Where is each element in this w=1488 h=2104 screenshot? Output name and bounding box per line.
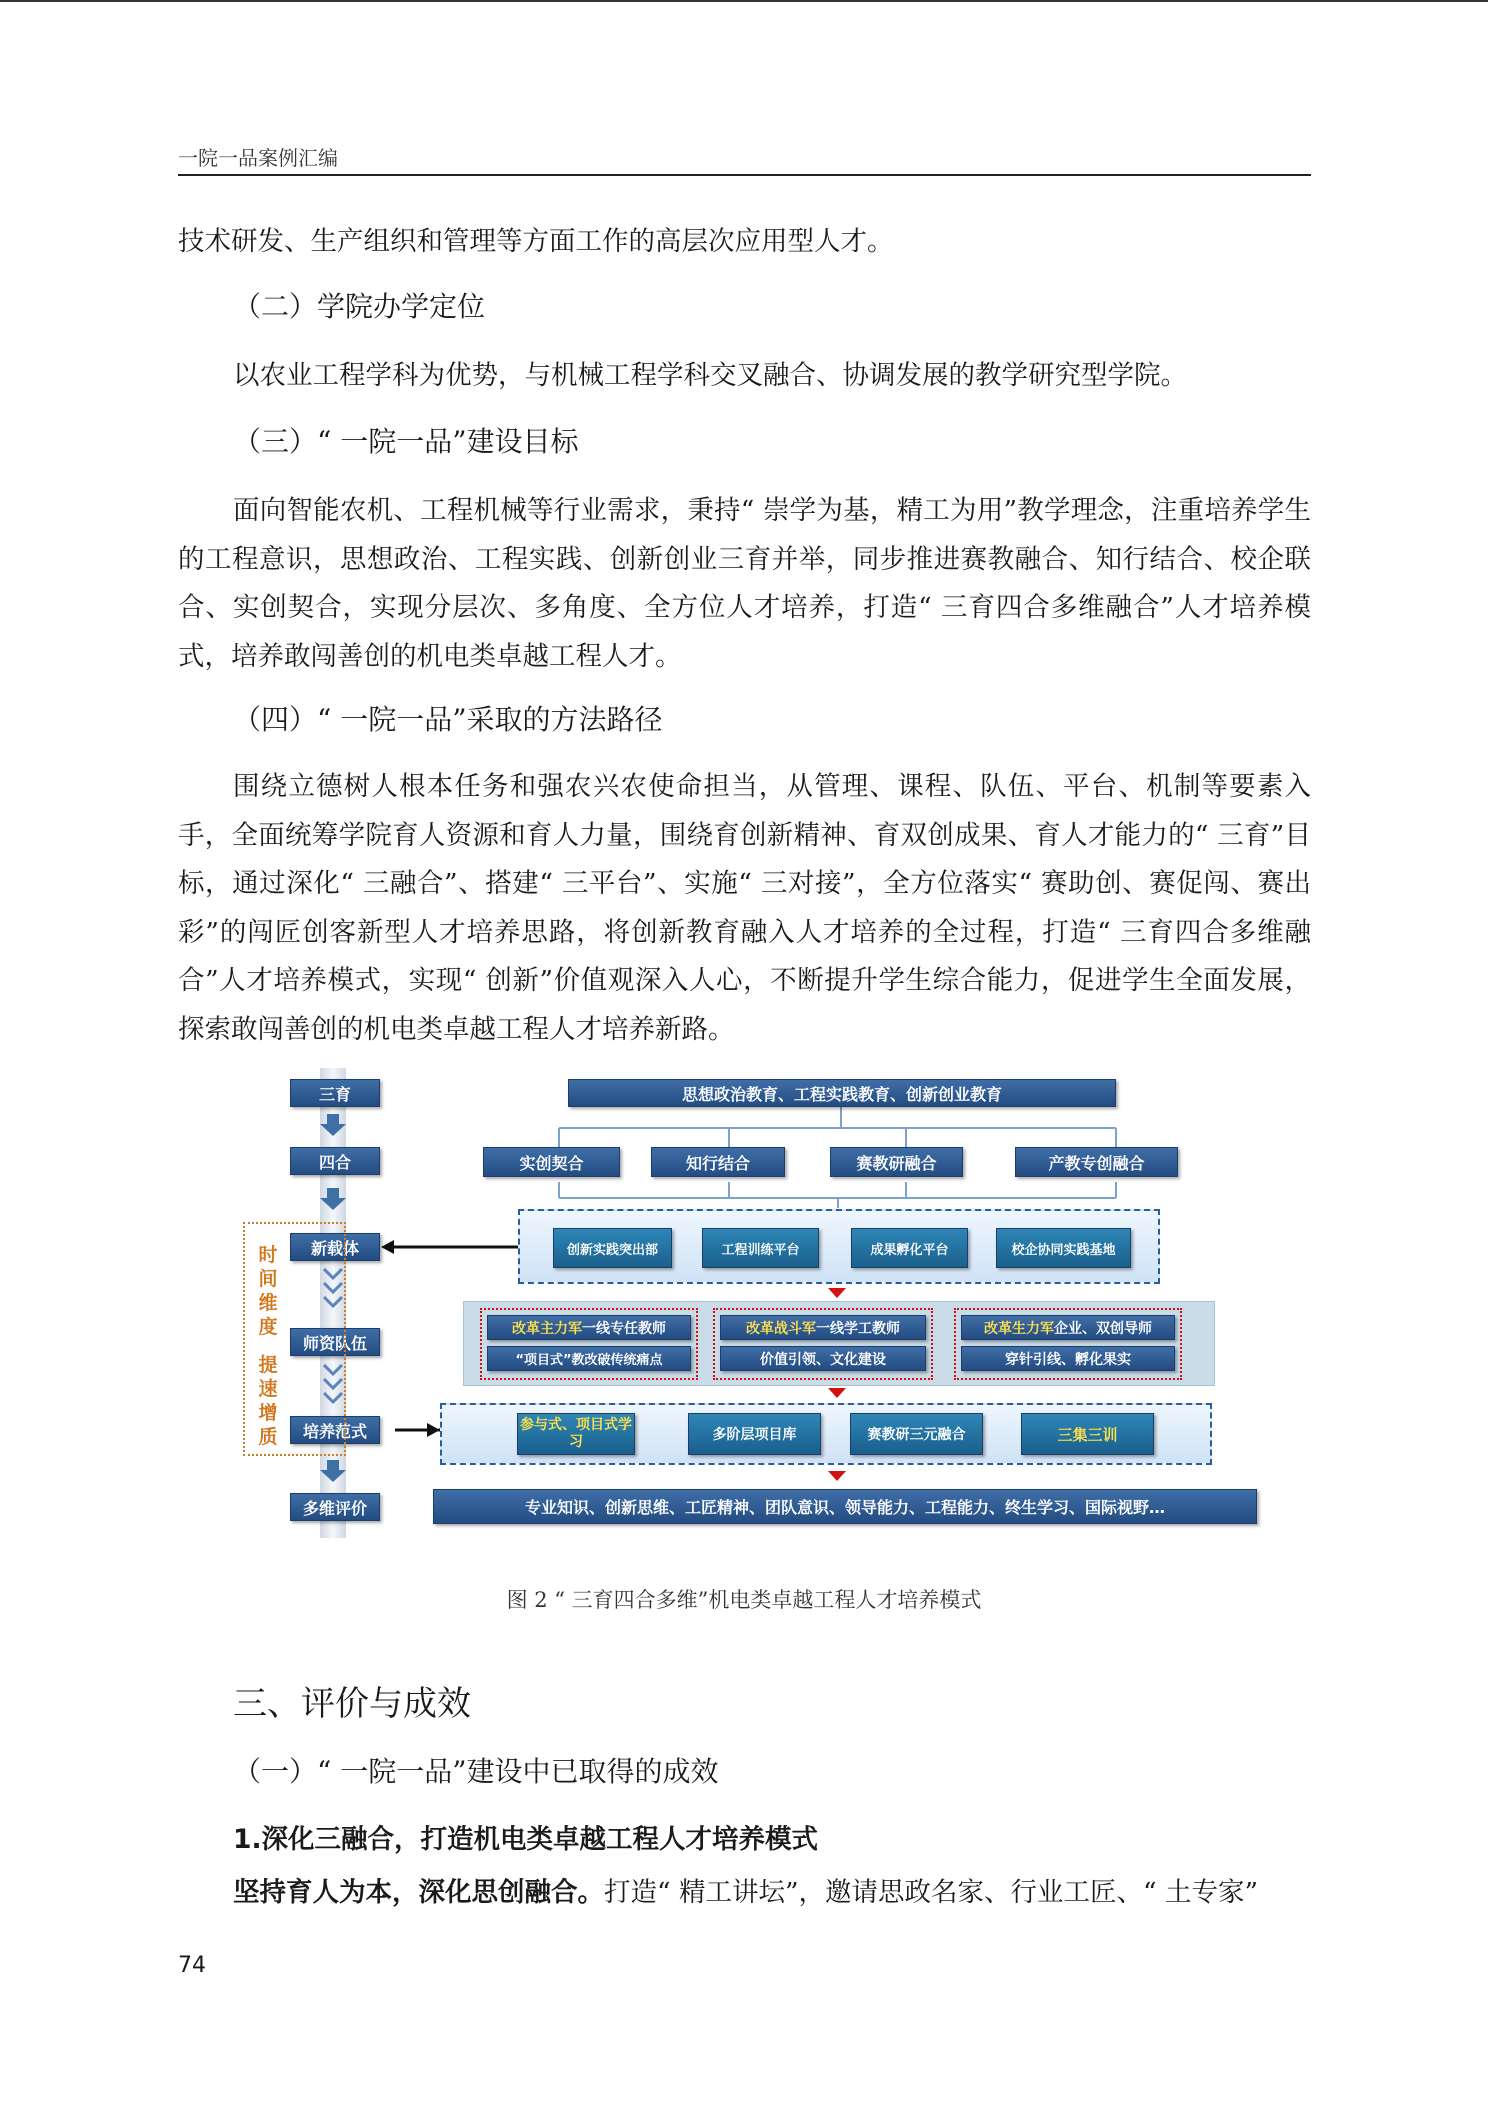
platform-box: 工程训练平台 bbox=[702, 1228, 819, 1268]
faculty-desc-box: 穿针引线、孵化果实 bbox=[961, 1346, 1175, 1371]
faculty-desc-box: 价值引领、文化建设 bbox=[720, 1346, 926, 1371]
figure-caption: 图 2 “ 三育四合多维”机电类卓越工程人才培养模式 bbox=[506, 1588, 982, 1612]
subsection-title: （一）“ 一院一品”建设中已取得的成效 bbox=[233, 1755, 719, 1788]
red-arrow-icon bbox=[828, 1288, 846, 1298]
left-box-paradigm: 培养范式 bbox=[290, 1416, 380, 1444]
paradigm-box: 多阶层项目库 bbox=[688, 1413, 821, 1455]
paradigm-box: 赛教研三元融合 bbox=[850, 1413, 983, 1455]
down-arrow-icon bbox=[320, 1114, 346, 1136]
red-arrow-icon bbox=[828, 1388, 846, 1398]
heading-goal: （三）“ 一院一品”建设目标 bbox=[233, 425, 579, 458]
platform-box: 校企协同实践基地 bbox=[996, 1228, 1131, 1268]
top-border bbox=[0, 0, 1488, 2]
section-title: 三、评价与成效 bbox=[233, 1684, 471, 1724]
outcome-box: 专业知识、创新思维、工匠精神、团队意识、领导能力、工程能力、终生学习、国际视野… bbox=[433, 1489, 1257, 1524]
left-box-faculty: 师资队伍 bbox=[290, 1328, 380, 1356]
red-arrow-icon bbox=[828, 1471, 846, 1481]
paragraph-goal: 面向智能农机、工程机械等行业需求，秉持“ 崇学为基，精工为用”教学理念，注重培养学生的工程意识，思想政治、工程实践、创新创业三育并举，同步推进赛教融合、知行结合、校企联合、实创契合，实现分层次、多角度、全方位人才培养，打造“ 三育四合多维融合”人才培养模式，培养敢闯善创的机电类卓越工程人才。 bbox=[178, 495, 1311, 672]
paragraph-continuation: 技术研发、生产组织和管理等方面工作的高层次应用型人才。 bbox=[178, 226, 894, 257]
heading-positioning: （二）学院办学定位 bbox=[233, 290, 486, 323]
item-heading: 1.深化三融合，打造机电类卓越工程人才培养模式 bbox=[233, 1824, 819, 1855]
faculty-desc-box: “项目式”教改破传统痛点 bbox=[487, 1346, 691, 1371]
left-box-sanyu: 三育 bbox=[290, 1079, 380, 1107]
faculty-role-box: 改革战斗军 一线学工教师 bbox=[720, 1315, 926, 1340]
he-box: 知行结合 bbox=[651, 1147, 785, 1177]
left-box-sihe: 四合 bbox=[290, 1147, 380, 1175]
paradigm-box: 三集三训 bbox=[1021, 1413, 1154, 1455]
faculty-role-box: 改革主力军 一线专任教师 bbox=[487, 1315, 691, 1340]
left-box-evaluation: 多维评价 bbox=[290, 1493, 380, 1521]
item-paragraph: 坚持育人为本，深化思创融合。打造“ 精工讲坛”，邀请思政名家、行业工匠、“ 土专家” bbox=[233, 1877, 1259, 1908]
platform-box: 创新实践突出部 bbox=[553, 1228, 672, 1268]
platform-box: 成果孵化平台 bbox=[851, 1228, 968, 1268]
three-education-box: 思想政治教育、工程实践教育、创新创业教育 bbox=[568, 1079, 1116, 1107]
page-number: 74 bbox=[178, 1953, 206, 1978]
paradigm-box: 参与式、项目式学习 bbox=[517, 1413, 635, 1455]
he-box: 产教专创融合 bbox=[1015, 1147, 1178, 1177]
paragraph-positioning: 以农业工程学科为优势，与机械工程学科交叉融合、协调发展的教学研究型学院。 bbox=[233, 360, 1187, 391]
he-box: 实创契合 bbox=[483, 1147, 620, 1177]
heading-methods: （四）“ 一院一品”采取的方法路径 bbox=[233, 703, 663, 736]
training-model-diagram bbox=[240, 1068, 1260, 1548]
down-arrow-icon bbox=[320, 1188, 346, 1210]
side-label-speed-quality: 提速增质 bbox=[258, 1354, 278, 1448]
down-arrow-icon bbox=[320, 1460, 346, 1482]
left-box-new-carrier: 新载体 bbox=[290, 1233, 380, 1261]
he-box: 赛教研融合 bbox=[830, 1147, 963, 1177]
faculty-role-box: 改革生力军 企业、双创导师 bbox=[961, 1315, 1175, 1340]
header-title: 一院一品案例汇编 bbox=[178, 146, 338, 170]
side-label-time-dimension: 时间维度 bbox=[258, 1244, 278, 1338]
paragraph-methods: 围绕立德树人根本任务和强农兴农使命担当，从管理、课程、队伍、平台、机制等要素入手，全面统筹学院育人资源和育人力量，围绕育创新精神、育双创成果、育人才能力的“ 三育”目标，通过深化“ 三融合”、搭建“ 三平台”、实施“ 三对接”，全方位落实“ 赛助创、赛促闯、赛出彩”的闯匠创客新型人才培养思路，将创新教育融入人才培养的全过程，打造“ 三育四合多维融合”人才培养模式，实现“ 创新”价值观深入人心，不断提升学生综合能力，促进学生全面发展，探索敢闯善创的机电类卓越工程人才培养新路。 bbox=[178, 771, 1311, 1045]
running-header bbox=[178, 142, 1311, 176]
